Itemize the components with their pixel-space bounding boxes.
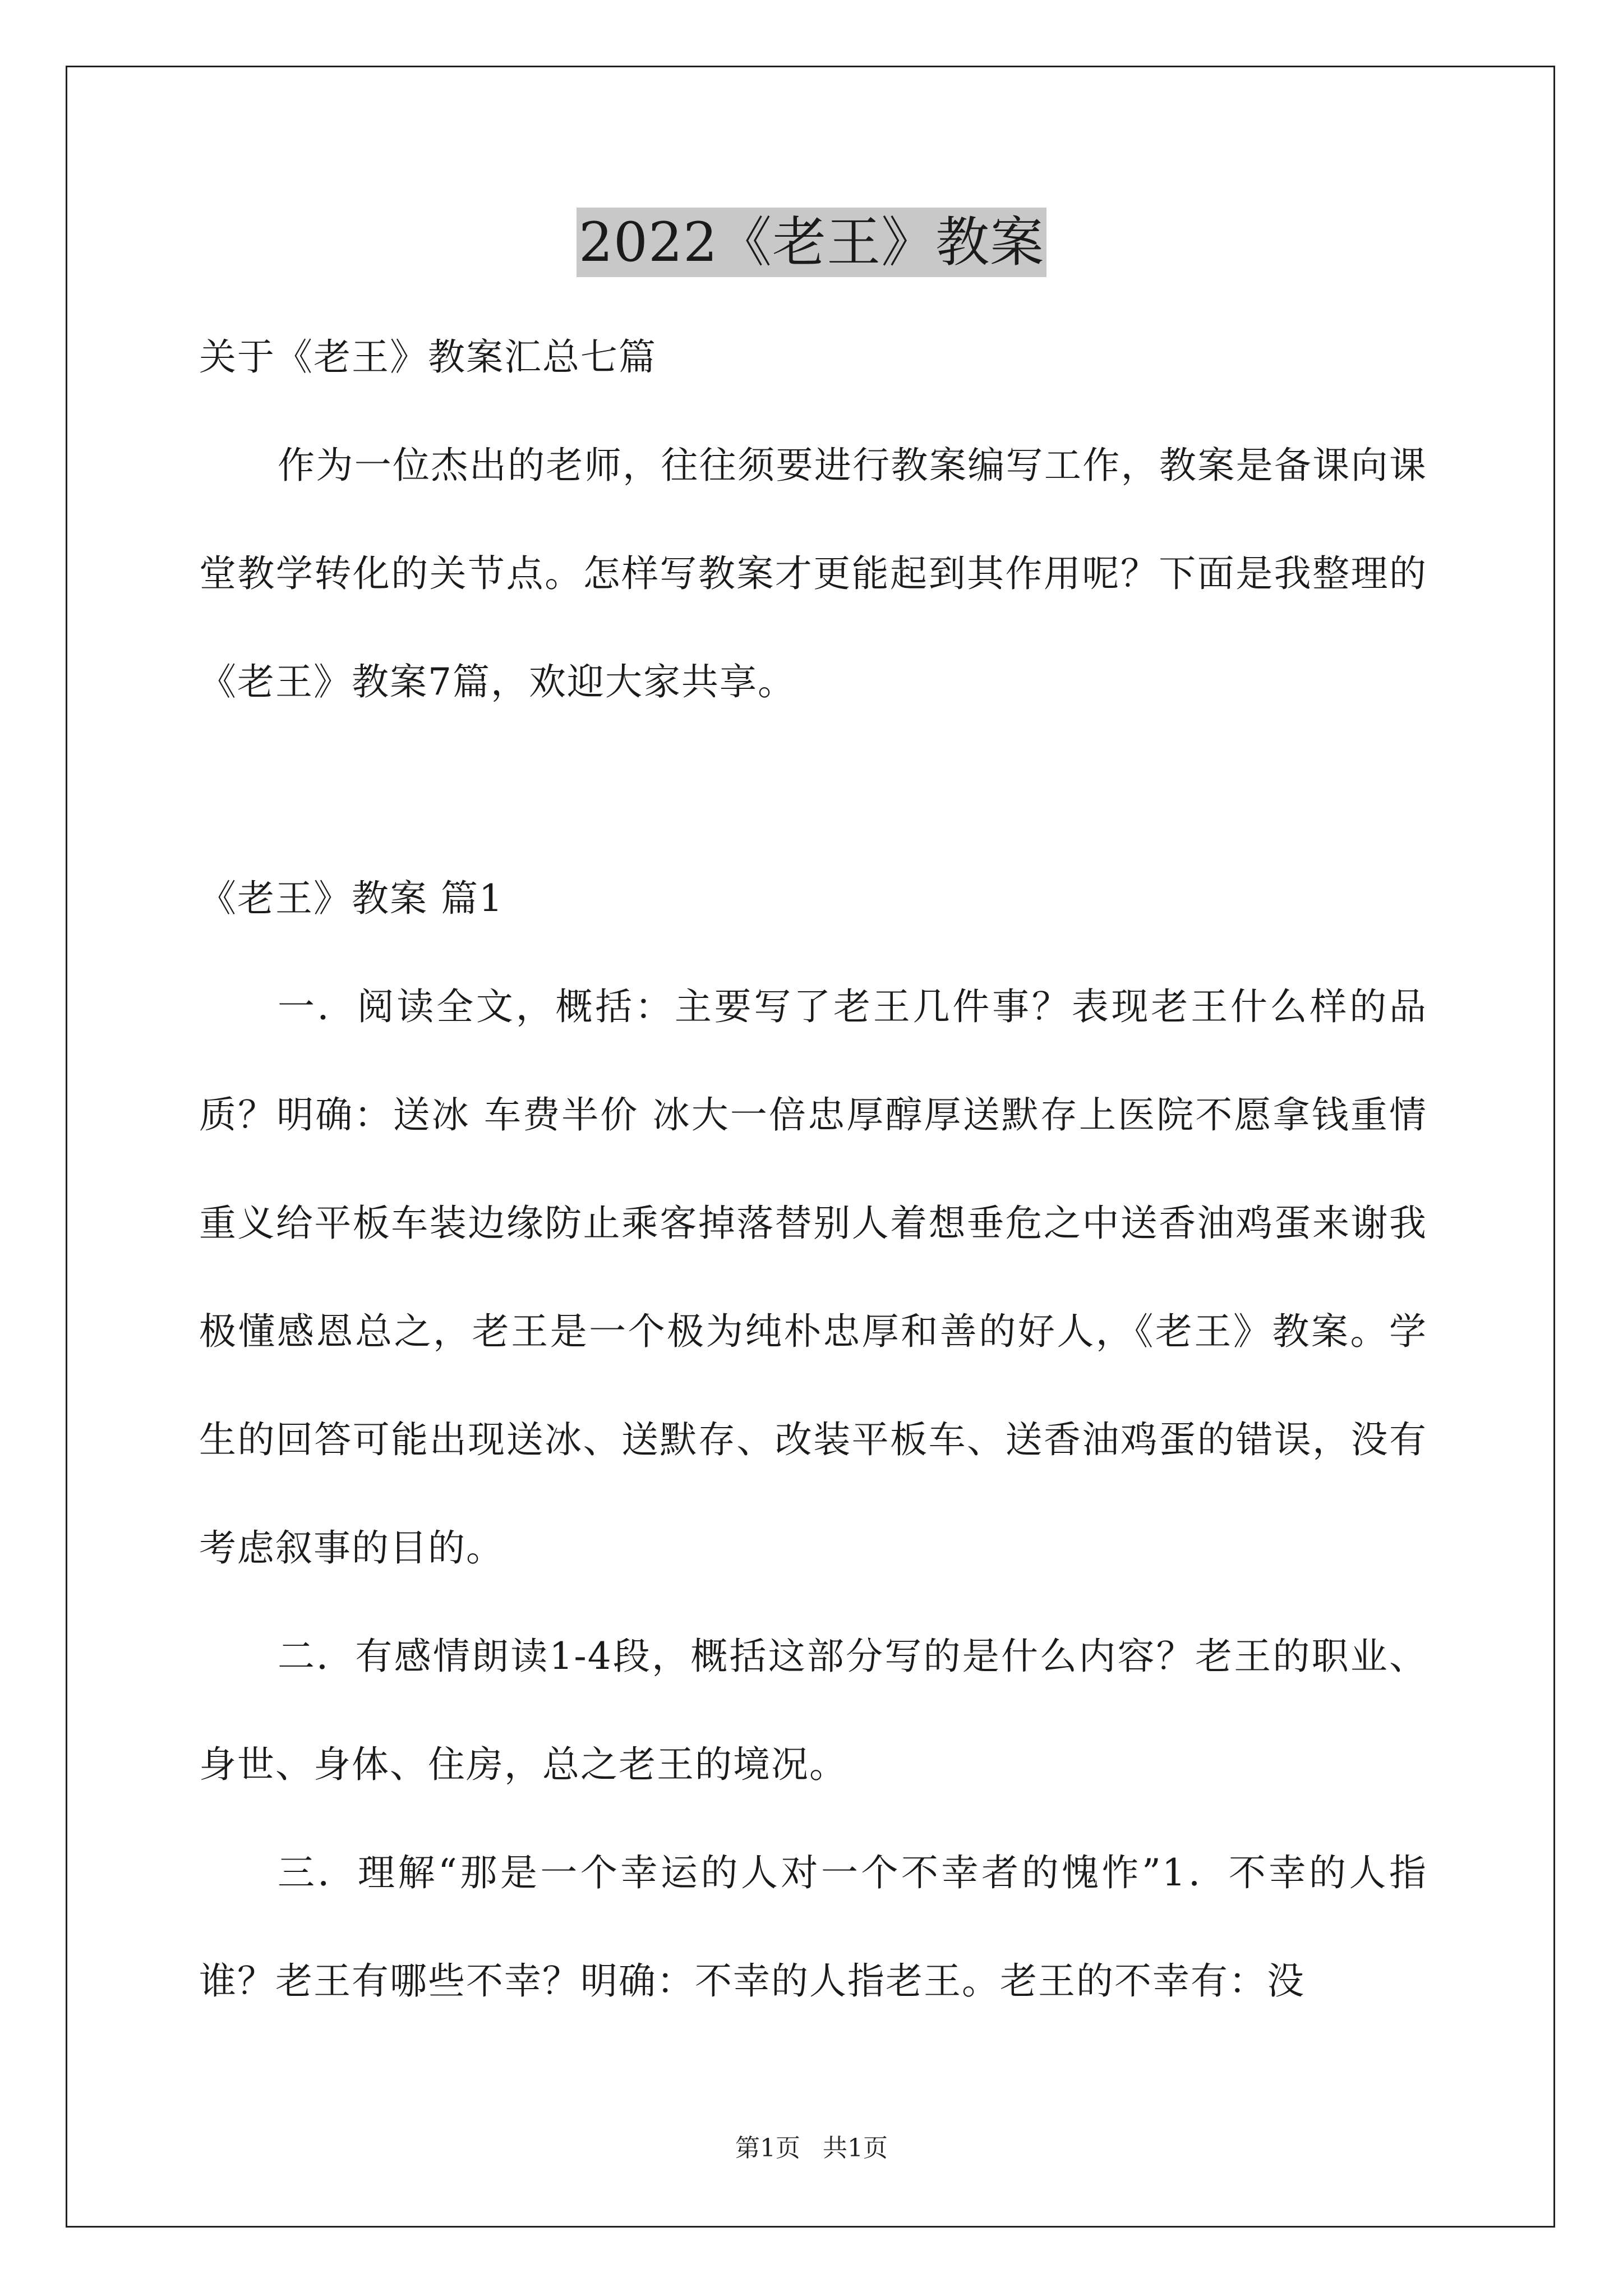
document-body bbox=[199, 303, 1427, 2035]
page-footer bbox=[0, 2132, 1623, 2165]
document-subtitle: 关于《老王》教案汇总七篇 bbox=[199, 335, 657, 379]
body-paragraph: 二．有感情朗读1-4段，概括这部分写的是什么内容？老王的职业、身世、身体、住房，总之老王的境况。 bbox=[199, 1635, 1427, 1786]
document-title: 2022《老王》教案 bbox=[577, 208, 1046, 277]
section-heading: 《老王》教案 篇1 bbox=[199, 877, 504, 920]
page-number: 第1页 bbox=[735, 2134, 800, 2162]
intro-paragraph: 作为一位杰出的老师，往往须要进行教案编写工作，教案是备课向课堂教学转化的关节点。怎样写教案才更能起到其作用呢？下面是我整理的《老王》教案7篇，欢迎大家共享。 bbox=[199, 444, 1427, 703]
section-spacer bbox=[199, 736, 1427, 844]
page-total: 共1页 bbox=[823, 2134, 888, 2162]
body-paragraph: 一．阅读全文，概括：主要写了老王几件事？表现老王什么样的品质？明确：送冰 车费半价 冰大一倍忠厚醇厚送默存上医院不愿拿钱重情重义给平板车装边缘防止乘客掉落替别人着想垂危之中送香油鸡蛋来谢我极懂感恩总之，老王是一个极为纯朴忠厚和善的好人，《老王》教案。学生的回答可能出现送冰、送默存、改装平板车、送香油鸡蛋的错误，没有考虑叙事的目的。 bbox=[199, 985, 1427, 1570]
title-container bbox=[0, 208, 1623, 277]
body-paragraph: 三．理解“那是一个幸运的人对一个不幸者的愧怍”1．不幸的人指谁？老王有哪些不幸？明确：不幸的人指老王。老王的不幸有：没 bbox=[199, 1851, 1427, 2003]
